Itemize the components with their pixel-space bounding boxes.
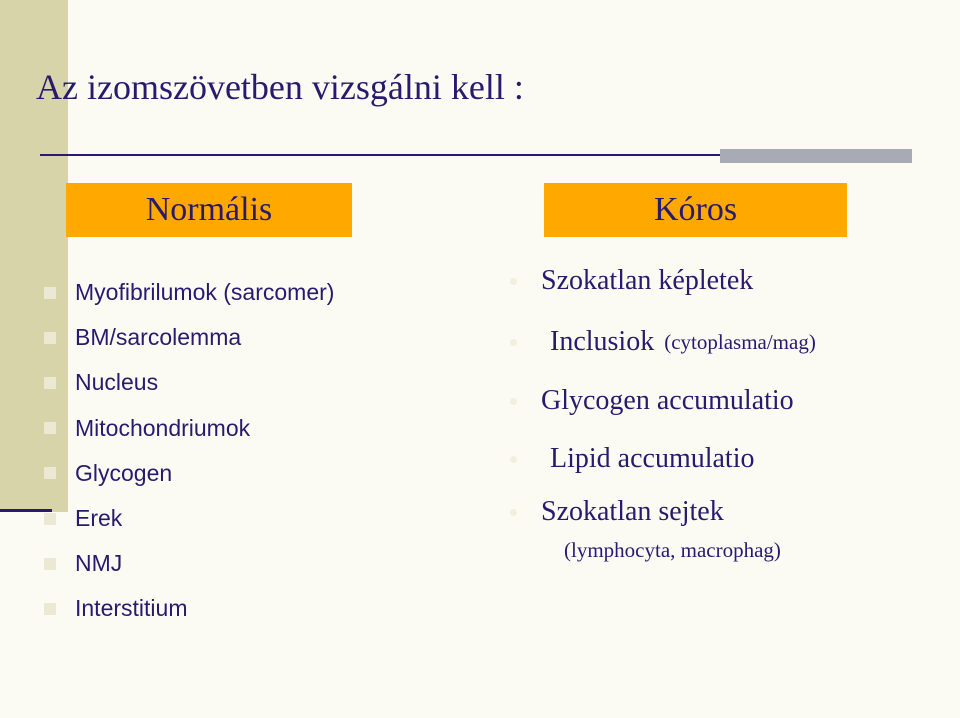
square-bullet-icon	[44, 513, 56, 525]
list-item-label: Myofibrilumok (sarcomer)	[75, 279, 335, 306]
normal-header: Normális	[66, 183, 352, 237]
list-item-detail-sejtek: (lymphocyta, macrophag)	[564, 538, 781, 562]
list-item-label: Mitochondriumok	[75, 414, 251, 441]
list-item	[44, 270, 334, 315]
list-item	[44, 315, 334, 360]
list-item-label: Inclusiok	[550, 326, 655, 357]
dot-bullet-icon	[510, 509, 517, 516]
list-item-label: Nucleus	[75, 369, 159, 396]
koros-list	[510, 0, 950, 600]
square-bullet-icon	[44, 377, 56, 389]
list-item-glycogen	[510, 385, 794, 417]
slide-title: Az izomszövetben vizsgálni kell :	[36, 67, 524, 107]
dot-bullet-icon	[510, 339, 517, 346]
list-item-label: Glycogen	[75, 459, 173, 486]
list-item-lipid	[510, 443, 755, 475]
list-item-label: BM/sarcolemma	[75, 324, 242, 351]
list-item	[44, 451, 334, 496]
list-item	[44, 586, 334, 631]
dot-bullet-icon	[510, 456, 517, 463]
list-item-label: Erek	[75, 505, 123, 532]
square-bullet-icon	[44, 558, 56, 570]
dot-bullet-icon	[510, 398, 517, 405]
list-item-label: Lipid accumulatio	[550, 443, 755, 474]
list-item-label: NMJ	[75, 550, 123, 577]
list-item-label: Szokatlan sejtek	[541, 496, 724, 527]
list-item-szokatlan-sejtek	[510, 496, 724, 528]
square-bullet-icon	[44, 287, 56, 299]
koros-header: Kóros	[544, 183, 847, 237]
square-bullet-icon	[44, 467, 56, 479]
list-item	[44, 496, 334, 541]
list-item-inclusiok	[510, 326, 816, 358]
list-item-detail: (cytoplasma/mag)	[664, 329, 816, 354]
list-item-szokatlan-kepletek	[510, 265, 753, 297]
square-bullet-icon	[44, 603, 56, 615]
list-item	[44, 541, 334, 586]
square-bullet-icon	[44, 422, 56, 434]
square-bullet-icon	[44, 332, 56, 344]
normal-list	[44, 270, 334, 632]
list-item-label: Szokatlan képletek	[541, 265, 754, 296]
dot-bullet-icon	[510, 278, 517, 285]
list-item	[44, 360, 334, 405]
list-item-label: Glycogen accumulatio	[541, 385, 794, 416]
list-item-label: Interstitium	[75, 595, 188, 622]
list-item	[44, 406, 334, 451]
